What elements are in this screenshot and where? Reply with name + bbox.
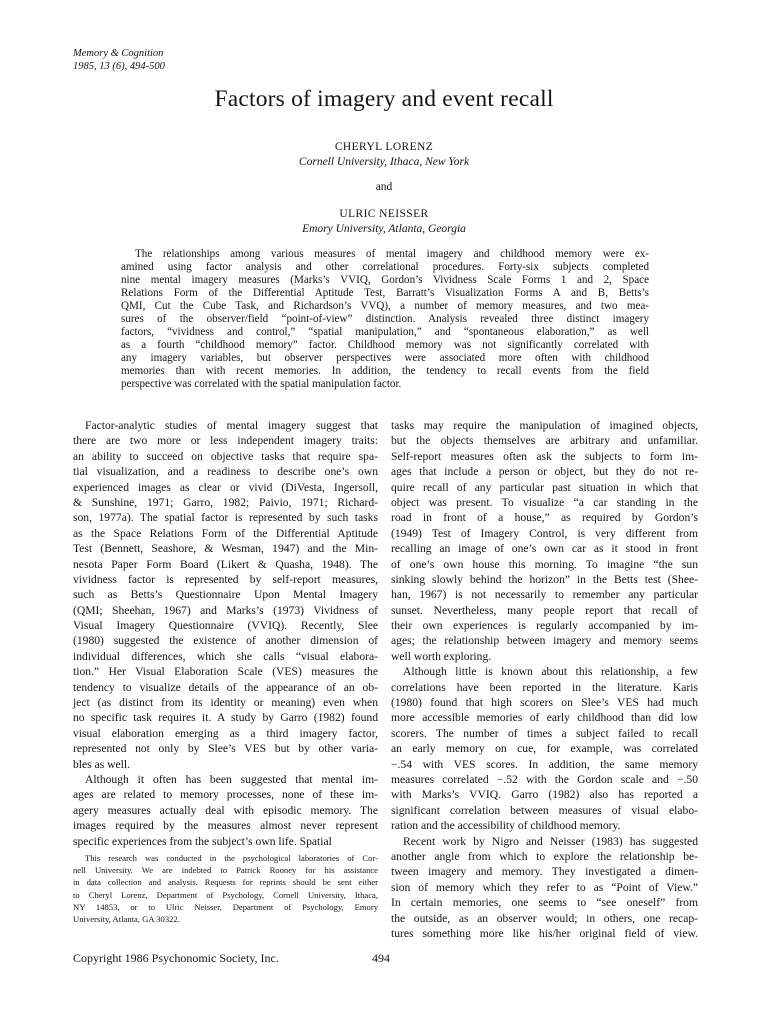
- text-line: ages; the relationship between imagery and memory seems: [391, 634, 698, 648]
- text-line: −.54 with VES scores. In addition, the same memory: [391, 757, 698, 771]
- text-line: (1980) found that high scorers on Slee’s VES had much: [391, 696, 698, 710]
- text-line: represented not only by Slee’s VES but by other varia-: [73, 742, 378, 756]
- text-line: recalling an image of one’s own car as it stood in front: [391, 542, 698, 556]
- abstract-line: nine mental imagery measures (Marks’s VVIQ, Gordon’s Vividness Scale Forms 1 and 2, Space: [121, 274, 649, 287]
- text-line: bles as well.: [73, 757, 130, 771]
- footnote-line: in data collection and analysis. Requests for reprints should be sent either: [73, 877, 378, 888]
- text-line: experienced images as clear or vivid (DiVesta, Ingersoll,: [73, 480, 378, 494]
- author-conjunction: and: [375, 181, 393, 193]
- text-line: sunset. Nevertheless, many people report that recall of: [391, 603, 698, 617]
- abstract-line: amined using factor analysis and other correlational procedures. Forty-six subjects completed: [121, 261, 649, 274]
- abstract-line: The relationships among various measures of mental imagery and childhood memory were ex-: [135, 248, 649, 260]
- text-line: road in front of a house,” as required by Gordon’s: [391, 511, 698, 525]
- text-line: sion of memory which they refer to as “Point of View.”: [391, 880, 698, 894]
- text-line: images required by the measures almost never represent: [73, 819, 378, 833]
- text-line: Visual Imagery Questionnaire (VVIQ). Recently, Slee: [73, 619, 378, 633]
- footnote-line: This research was conducted in the psychological laboratories of Cor-: [85, 853, 378, 863]
- text-line: more accessible memories of early childhood than did low: [391, 711, 698, 725]
- abstract-line: sures of the observer/field “point-of-view” distinction. Analysis revealed three distinct imagery: [121, 313, 649, 326]
- author-affiliation: Cornell University, Ithaca, New York: [298, 156, 470, 168]
- text-line: their own experiences is regularly accompanied by im-: [391, 619, 698, 633]
- text-line: tendency to visualize details of the appearance of an ob-: [73, 680, 378, 694]
- text-line: scorers. The number of times a subject failed to recall: [391, 726, 698, 740]
- text-line: vividness factor is represented by self-report measures,: [73, 572, 378, 586]
- footnote-line: to Cheryl Lorenz, Department of Psychology, Cornell University, Ithaca,: [73, 889, 378, 900]
- text-line: Although little is known about this relationship, a few: [403, 665, 698, 679]
- text-line: Although it often has been suggested that mental im-: [85, 772, 378, 786]
- author-name: ULRIC NEISSER: [339, 208, 429, 220]
- footnote-line: nell University. We are indebted to Patrick Rooney for his assistance: [73, 865, 378, 876]
- text-line: tween imagery and memory. They investigated a dimen-: [391, 865, 698, 879]
- text-line: another angle from which to explore the relationship be-: [391, 849, 698, 863]
- text-line: an ability to succeed on objective tasks that require spa-: [73, 449, 378, 463]
- journal-citation: 1985, 13 (6), 494-500: [73, 61, 165, 72]
- footnote-line: University, Atlanta, GA 30322.: [73, 913, 180, 924]
- text-line: In certain memories, one seems to “see oneself” from: [391, 896, 698, 910]
- text-line: specific experiences from the subject’s own life. Spatial: [73, 834, 332, 848]
- text-line: no specific task requires it. A study by Garro (1982) found: [73, 711, 378, 725]
- footnote-line: NY 14853, or to Ulric Neisser, Department of Psychology, Emory: [73, 901, 378, 912]
- footnote: [73, 852, 378, 925]
- text-line: agery measures actually deal with episodic memory. The: [73, 803, 378, 817]
- text-line: (1980) suggested the existence of another dimension of: [73, 634, 378, 648]
- text-line: (QMI; Sheehan, 1967) and Marks’s (1973) Vividness of: [73, 603, 378, 617]
- text-line: Recent work by Nigro and Neisser (1983) has suggested: [403, 834, 698, 848]
- abstract: [121, 248, 649, 392]
- page-number: 494: [372, 951, 390, 965]
- left-column: [73, 418, 378, 849]
- text-line: quire recall of any particular past situation in which that: [391, 480, 698, 494]
- text-line: Factor-analytic studies of mental imagery suggest that: [85, 419, 378, 432]
- text-line: such as Betts’s Questionnaire Upon Mental Imagery: [73, 588, 378, 602]
- text-line: han, 1967) is not necessarily to remember any particular: [391, 588, 698, 602]
- text-line: tasks may require the manipulation of imagined objects,: [391, 419, 698, 432]
- text-line: nesota Paper Form Board (Likert & Quasha, 1948). The: [73, 557, 378, 571]
- paper-title: Factors of imagery and event recall: [214, 86, 554, 112]
- text-line: tion.” Her Visual Elaboration Scale (VES) measures the: [73, 665, 378, 679]
- copyright-line: Copyright 1986 Psychonomic Society, Inc.: [73, 951, 279, 965]
- text-line: the outside, as an observer would; in others, one recap-: [391, 911, 698, 925]
- text-line: as the Space Relations Form of the Differential Aptitude: [73, 526, 378, 540]
- abstract-line: QMI, Cut the Cube Task, and Richardson’s VVQ), a number of memory measures, and two mea-: [121, 300, 649, 313]
- abstract-line: memories than with recent memories. In addition, the tendency to recall events from the field: [121, 365, 649, 378]
- text-line: with Marks’s VVIQ. Garro (1982) also has reported a: [391, 788, 698, 802]
- text-line: sinking slowly behind the horizon” in the Betts test (Shee-: [391, 572, 698, 586]
- abstract-line: factors, “vividness and control,” “spatial manipulation,” and “spontaneous elaboration,” as well: [121, 326, 649, 339]
- text-line: ject (as distinct from its identity or meaning) even when: [73, 696, 378, 710]
- text-line: an early memory on cue, for example, was correlated: [391, 742, 698, 756]
- text-line: of one’s own house this morning. To imagine “the sun: [391, 557, 698, 571]
- text-line: measures correlated −.52 with the Gordon scale and −.50: [391, 772, 698, 786]
- text-line: visual elaboration emerging as a third imagery factor,: [73, 726, 378, 740]
- text-line: (1949) Test of Imagery Control, is very different from: [391, 526, 698, 540]
- abstract-line: as a fourth “childhood memory” factor. Childhood memory was not significantly correlated with: [121, 339, 649, 352]
- text-line: & Sunshine, 1971; Garro, 1982; Paivio, 1971; Richard-: [73, 495, 378, 509]
- abstract-line: any imagery variables, but observer perspectives were associated more often with childhood: [121, 352, 649, 365]
- text-line: tures something more like his/her original field of view.: [391, 926, 698, 940]
- journal-name: Memory & Cognition: [73, 48, 164, 59]
- text-line: ages that include a person or object, but they do not re-: [391, 465, 698, 479]
- abstract-line: perspective was correlated with the spatial manipulation factor.: [121, 378, 402, 391]
- text-line: object was present. To visualize “a car standing in the: [391, 495, 698, 509]
- abstract-line: Relations Form of the Differential Aptitude Test, Barratt’s Visualization Forms A and B, Betts’s: [121, 287, 649, 300]
- text-line: ages are related to memory processes, none of these im-: [73, 788, 378, 802]
- text-line: Test (Bennett, Seashore, & Wesman, 1947) and the Min-: [73, 542, 378, 556]
- text-line: but the objects themselves are arbitrary and unfamiliar.: [391, 434, 698, 448]
- right-column: [391, 418, 698, 941]
- journal-header: [73, 47, 165, 73]
- text-line: correlations have been reported in the literature. Karis: [391, 680, 698, 694]
- text-line: well worth exploring.: [391, 649, 492, 663]
- text-line: ration and the accessibility of childhood memory.: [391, 819, 621, 833]
- text-line: tial visualization, and a readiness to describe one’s own: [73, 465, 378, 479]
- text-line: there are two more or less independent imagery traits:: [73, 434, 378, 448]
- text-line: Self-report measures often ask the subjects to form im-: [391, 449, 698, 463]
- text-line: individual differences, which she calls “visual elabora-: [73, 649, 378, 663]
- text-line: son, 1977a). The spatial factor is represented by such tasks: [73, 511, 378, 525]
- author-affiliation: Emory University, Atlanta, Georgia: [302, 223, 466, 235]
- text-line: significant correlation between measures of visual elabo-: [391, 803, 698, 817]
- author-name: CHERYL LORENZ: [334, 141, 434, 153]
